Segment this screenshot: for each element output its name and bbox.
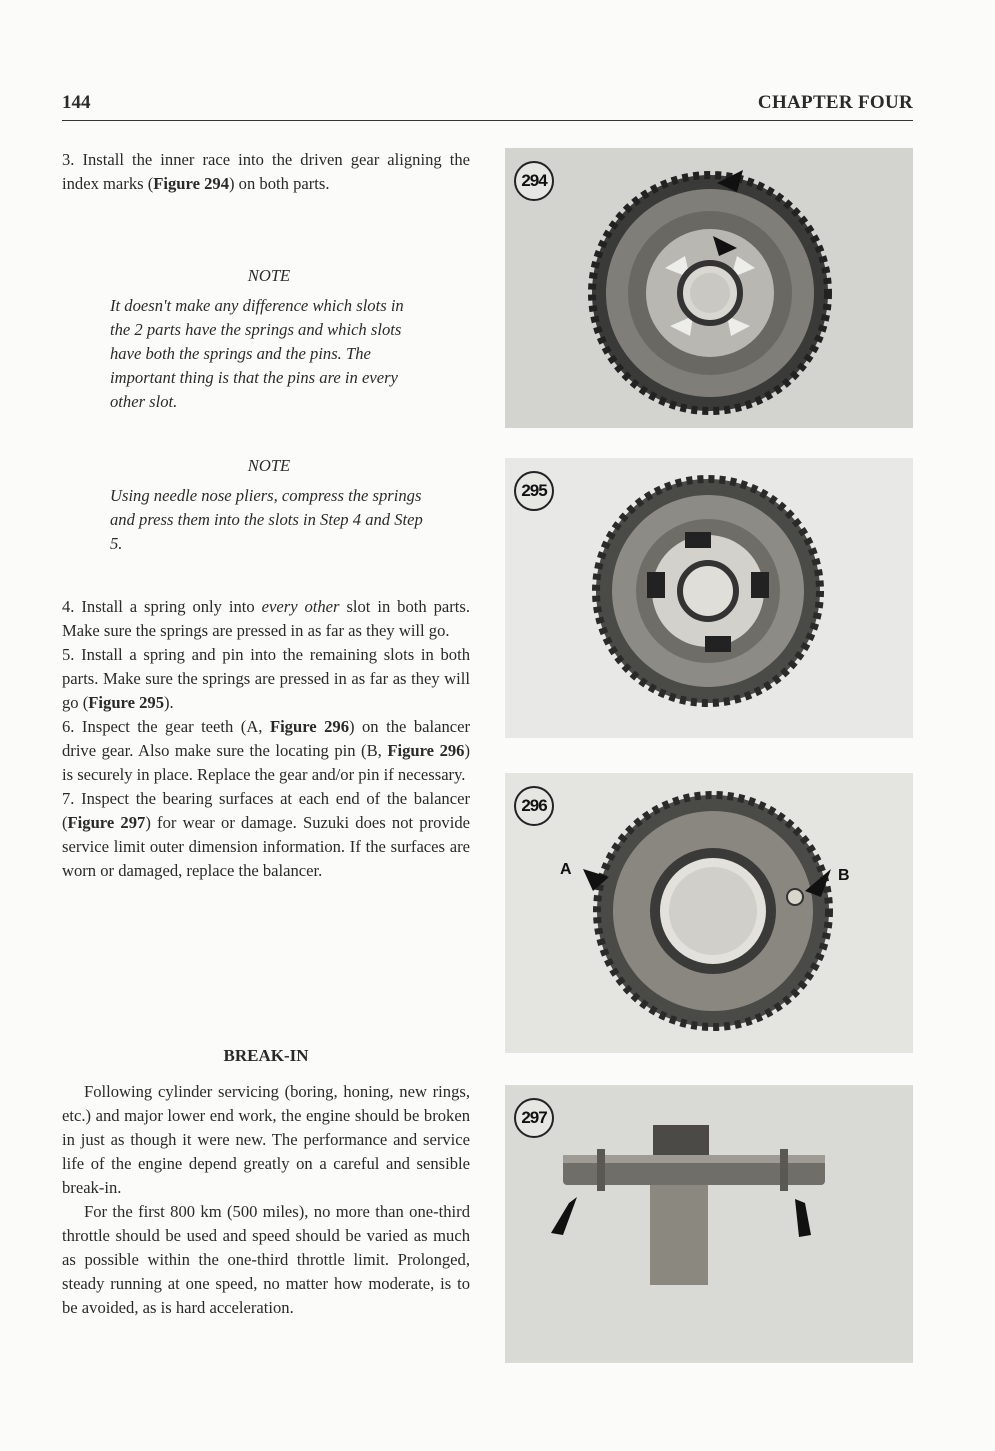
chapter-title: CHAPTER FOUR	[757, 92, 913, 113]
step-3	[62, 148, 470, 196]
note-1	[110, 264, 428, 414]
break-in-para-1: Following cylinder servicing (boring, honing, new rings, etc.) and major lower end work, the engine should be broken in just as though it were new. The performance and service life of the engine depend greatly on a careful and sensible break-in.	[62, 1082, 470, 1197]
gear-photo-295	[505, 458, 913, 738]
figure-ref-296a[interactable]: Figure 296	[269, 717, 350, 736]
break-in-para-2: For the first 800 km (500 miles), no more than one-third throttle should be used and speed should be varied as much as possible within the one-third throttle limit. Prolonged, steady running at one speed, no matter how moderate, is to be avoided, as is hard acceleration.	[62, 1202, 470, 1317]
figure-296-photo	[505, 773, 913, 1053]
note-2-title: NOTE	[247, 456, 291, 475]
step-6-text-2: ) on the balancer drive gear. Also make sure the locating pin (B,	[62, 717, 471, 760]
step-4-text: 4. Install a spring only into	[62, 597, 262, 616]
step-7	[62, 787, 470, 883]
note-2-body: Using needle nose pliers, compress the springs and press them into the slots in Step 4 and Step 5.	[110, 486, 423, 553]
figure-297-label: 297	[514, 1098, 554, 1138]
step-6-text-3: ) is securely in place. Replace the gear and/or pin if necessary.	[62, 741, 470, 784]
figure-ref-296b[interactable]: Figure 296	[387, 741, 465, 760]
section-title-break-in: BREAK-IN	[223, 1046, 309, 1065]
break-in-body	[62, 1080, 470, 1320]
gear-photo-296	[505, 773, 913, 1053]
steps-4-7	[62, 595, 470, 883]
step-5	[62, 643, 470, 715]
gear-photo-294	[505, 148, 913, 428]
figure-296-label: 296	[514, 786, 554, 826]
step-3-text: 3. Install the inner race into the driven gear aligning the index marks (	[62, 150, 470, 193]
figure-296-label-a: A	[560, 861, 572, 878]
figure-297-photo	[505, 1085, 913, 1363]
note-2	[110, 454, 428, 556]
step-4	[62, 595, 470, 643]
figure-294-photo	[505, 148, 913, 428]
step-5-text-end: ).	[164, 693, 174, 712]
note-1-title: NOTE	[247, 266, 291, 285]
step-4-emphasis: every other	[261, 597, 340, 616]
step-4-text-end: slot in both parts. Make sure the springs are pressed in as far as they will go.	[62, 597, 470, 640]
page-header	[62, 92, 913, 121]
figure-296-label-b: B	[838, 867, 850, 884]
shaft-photo-297	[505, 1085, 913, 1363]
figure-295-label: 295	[514, 471, 554, 511]
step-3-text-end: ) on both parts.	[229, 174, 330, 193]
page-number: 144	[62, 92, 91, 113]
figure-ref-297[interactable]: Figure 297	[67, 813, 146, 832]
note-1-body: It doesn't make any difference which slots in the 2 parts have the springs and which slots have both the springs and the pins. The important thing is that the pins are in every other slot.	[110, 296, 404, 411]
figure-294-label: 294	[514, 161, 554, 201]
figure-295-photo	[505, 458, 913, 738]
step-7-text: 7. Inspect the bearing surfaces at each end of the balancer (	[62, 789, 470, 832]
step-7-text-end: ) for wear or damage. Suzuki does not provide service limit outer dimension information. If the surfaces are worn or damaged, replace the balancer.	[62, 813, 470, 880]
figure-ref-295[interactable]: Figure 295	[88, 693, 165, 712]
figure-ref-294[interactable]: Figure 294	[153, 174, 229, 193]
step-5-text: 5. Install a spring and pin into the remaining slots in both parts. Make sure the springs are pressed in as far as they will go (	[62, 645, 470, 712]
step-6	[62, 715, 470, 787]
step-6-text-1: 6. Inspect the gear teeth (A,	[62, 717, 270, 736]
